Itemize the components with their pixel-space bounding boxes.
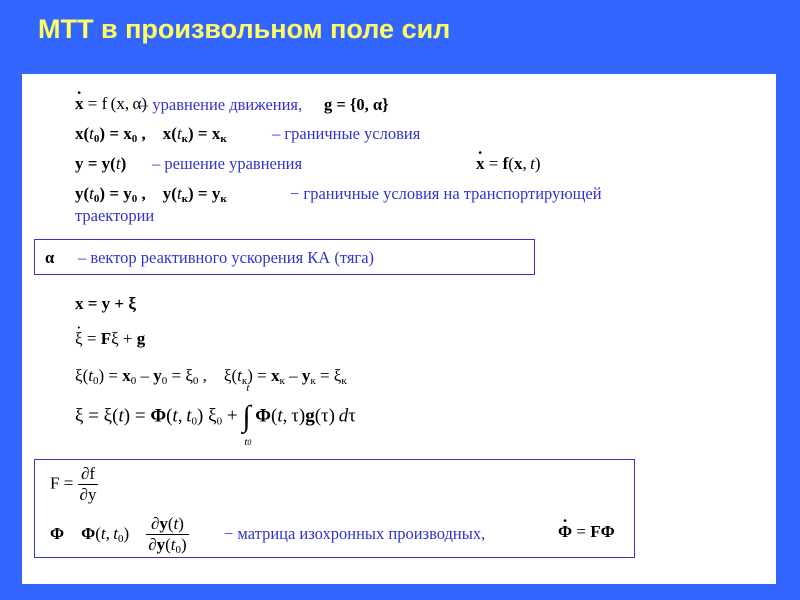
deviation-definition-formula: x = y + ξ xyxy=(75,294,136,313)
deviation-equation-formula: ξ · = Fξ + g xyxy=(75,329,145,349)
boundary-conditions-x-label: – граничные условия xyxy=(272,124,421,143)
isochronous-matrix-formula: Φ Φ(t, $t_0$) $\frac{\partial y(t)}{\partial y(t_0)}$ xyxy=(50,514,187,556)
solution-formula: y = y(t) xyxy=(75,154,127,173)
alpha-symbol: α xyxy=(45,248,55,267)
g-definition: g = {0, α} xyxy=(324,95,389,114)
thrust-definition-text: – вектор реактивного ускорения КА (тяга) xyxy=(78,248,375,267)
boundary-conditions-y-label: − граничные условия на транспортирующей xyxy=(290,184,602,203)
jacobian-formula: F = $\frac{\partial f}{\partial y}$ xyxy=(50,464,97,504)
cauchy-formula: ξ = ξ(t) = Φ(t, $t_0$) $\xi_0$ + ∫ t t0 Φ(t, τ)g(τ) dτ xyxy=(75,382,356,448)
solution-equation-formula: x · = f(x, t) xyxy=(476,154,541,174)
boundary-conditions-y-formula: $y(t_0) = y_0$ , $y(t_к) = y_к$ xyxy=(75,184,227,205)
matrix-equation-formula: Φ · = FΦ xyxy=(558,522,615,542)
slide-title: МТТ в произвольном поле сил xyxy=(38,14,451,44)
boundary-conditions-y-label-2: траектории xyxy=(75,206,155,225)
boundary-conditions-x-formula: $x(t_0) = x_0$ , $x(t_к) = x_к$ xyxy=(75,124,227,145)
isochronous-matrix-label: − матрица изохронных производных, xyxy=(224,524,486,543)
solution-label: – решение уравнения xyxy=(152,154,303,173)
equation-motion-formula: x · = f (x, α) xyxy=(75,94,147,114)
equation-motion-label: – уравнение движения, xyxy=(140,95,303,114)
boundary-conditions-xi-formula: $\xi(t_0) = x_0 - y_0 = \xi_0$ , $\xi(t_к) = x_к - y_к = \xi_к$ xyxy=(75,366,347,387)
